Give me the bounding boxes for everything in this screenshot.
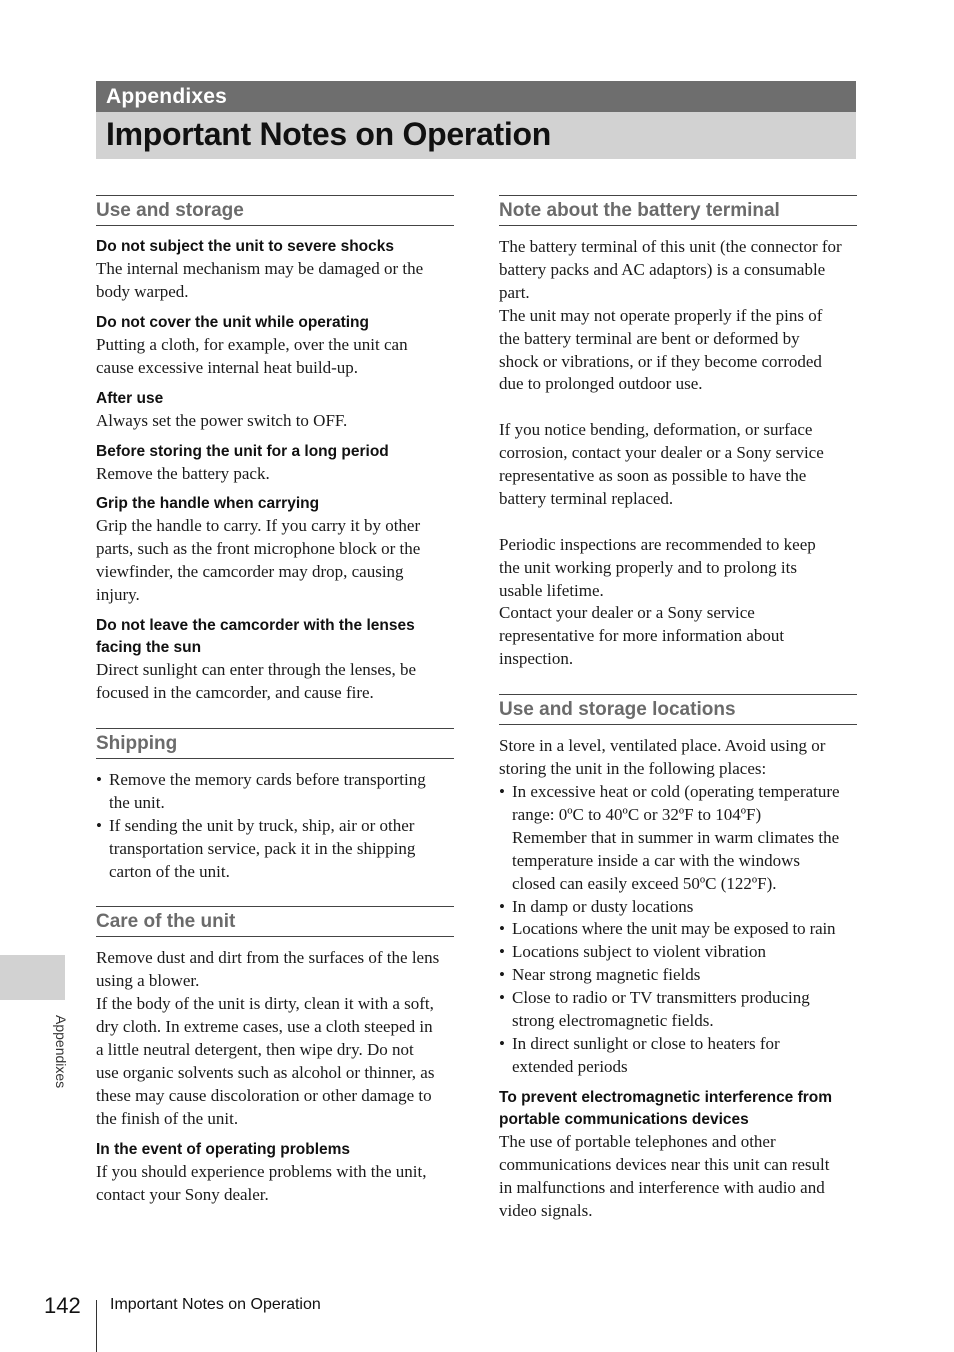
body-line: storing the unit in the following places: xyxy=(499,759,767,779)
list-line: Locations subject to violent vibration xyxy=(512,942,767,962)
list-item xyxy=(499,964,857,987)
chapter-header: Appendixes xyxy=(96,81,856,112)
body-line: representative as soon as possible to have the xyxy=(499,466,807,486)
body-line: The use of portable telephones and other xyxy=(499,1131,776,1151)
list-line: In direct sunlight or close to heaters for xyxy=(512,1033,780,1053)
section-heading-locations: Use and storage locations xyxy=(499,694,857,725)
body-line: representative for more information about xyxy=(499,626,785,646)
body-line: Contact your dealer or a Sony service xyxy=(499,603,755,623)
section-heading-use-storage: Use and storage xyxy=(96,195,454,226)
body-line: a little neutral detergent, then wipe dry. Do not xyxy=(96,1040,414,1060)
body-line: If the body of the unit is dirty, clean it with a soft, xyxy=(96,994,434,1014)
subheading: Before storing the unit for a long period xyxy=(96,442,389,460)
left-column xyxy=(96,195,454,1206)
body-line: Periodic inspections are recommended to keep xyxy=(499,534,816,554)
body-line: video signals. xyxy=(499,1200,593,1220)
body-line: viewfinder, the camcorder may drop, causing xyxy=(96,562,404,582)
list-line: extended periods xyxy=(512,1056,628,1076)
section-heading-shipping: Shipping xyxy=(96,728,454,759)
subheading: In the event of operating problems xyxy=(96,1140,351,1158)
list-line: Locations where the unit may be exposed to rain xyxy=(512,919,836,939)
body-line: contact your Sony dealer. xyxy=(96,1184,269,1204)
body-line: battery packs and AC adaptors) is a consumable xyxy=(499,259,826,279)
page-title: Important Notes on Operation xyxy=(96,112,856,159)
subheading: facing the sun xyxy=(96,639,202,657)
list-line: In damp or dusty locations xyxy=(512,896,694,916)
right-column xyxy=(499,195,857,1222)
body-line: The battery terminal of this unit (the connector for xyxy=(499,237,842,256)
footer-title: Important Notes on Operation xyxy=(110,1296,321,1313)
list-item xyxy=(499,918,857,941)
list-item xyxy=(499,896,857,919)
battery-body xyxy=(499,236,857,671)
list-line: closed can easily exceed 50ºC (122ºF). xyxy=(512,873,777,893)
care-body xyxy=(96,947,454,1130)
item-after-use xyxy=(96,388,454,433)
body-line: part. xyxy=(499,282,530,302)
body-line: Remove dust and dirt from the surfaces of the lens xyxy=(96,948,440,968)
item-long-storage xyxy=(96,441,454,486)
body-line: Grip the handle to carry. If you carry it by other xyxy=(96,516,421,536)
list-line: temperature inside a car with the windows xyxy=(512,850,800,870)
body-line: the unit working properly and to prolong its xyxy=(499,557,797,577)
list-line: In excessive heat or cold (operating temperature xyxy=(512,782,840,801)
body-line: injury. xyxy=(96,585,140,605)
body-line: use organic solvents such as alcohol or thinner, as xyxy=(96,1062,435,1082)
list-line: If sending the unit by truck, ship, air or other xyxy=(109,815,415,835)
body-line: communications devices near this unit can result xyxy=(499,1154,830,1174)
body-line: If you should experience problems with the unit, xyxy=(96,1161,427,1181)
list-item xyxy=(499,941,857,964)
list-item xyxy=(96,815,454,884)
subheading: Do not leave the camcorder with the lenses xyxy=(96,617,415,635)
body-line: in malfunctions and interference with audio and xyxy=(499,1177,825,1197)
shipping-list xyxy=(96,769,454,884)
subheading: Do not cover the unit while operating xyxy=(96,313,369,331)
body-line: parts, such as the front microphone block or the xyxy=(96,539,421,559)
item-operating-problems xyxy=(96,1139,454,1207)
item-cover-unit xyxy=(96,312,454,380)
body-line: usable lifetime. xyxy=(499,580,604,600)
list-line: range: 0ºC to 40ºC or 32ºF to 104ºF) xyxy=(512,804,762,824)
body-line: dry cloth. In extreme cases, use a cloth steeped in xyxy=(96,1017,433,1037)
subheading: portable communications devices xyxy=(499,1110,749,1128)
body-line: inspection. xyxy=(499,649,574,669)
body-line: Always set the power switch to OFF. xyxy=(96,410,348,430)
body-line: The internal mechanism may be damaged or the xyxy=(96,259,424,278)
section-heading-care: Care of the unit xyxy=(96,906,454,937)
body-line: focused in the camcorder, and cause fire. xyxy=(96,682,374,702)
body-line: battery terminal replaced. xyxy=(499,488,674,508)
list-item xyxy=(499,1033,857,1079)
item-severe-shocks xyxy=(96,236,454,304)
body-line: using a blower. xyxy=(96,971,200,991)
subheading: Grip the handle when carrying xyxy=(96,495,320,513)
list-item xyxy=(96,769,454,815)
list-item xyxy=(499,781,857,896)
item-emi xyxy=(499,1087,857,1223)
body-line: Putting a cloth, for example, over the unit can xyxy=(96,334,408,354)
subheading: To prevent electromagnetic interference from xyxy=(499,1088,833,1106)
body-line: corrosion, contact your dealer or a Sony service xyxy=(499,443,824,463)
body-line: Remove the battery pack. xyxy=(96,463,270,483)
list-line: Near strong magnetic fields xyxy=(512,965,701,985)
subheading: After use xyxy=(96,389,164,407)
footer-divider xyxy=(96,1300,97,1352)
body-line: the battery terminal are bent or deformed by xyxy=(499,328,800,348)
side-tab xyxy=(0,955,65,1000)
list-item xyxy=(499,987,857,1033)
item-sun xyxy=(96,615,454,705)
body-line: If you notice bending, deformation, or surface xyxy=(499,420,813,440)
body-line: body warped. xyxy=(96,281,189,301)
body-line: The unit may not operate properly if the pins of xyxy=(499,305,823,325)
item-grip-handle xyxy=(96,493,454,607)
subheading: Do not subject the unit to severe shocks xyxy=(96,238,395,255)
list-line: Remove the memory cards before transporting xyxy=(109,769,426,789)
body-line: these may cause discoloration or other damage to xyxy=(96,1085,432,1105)
list-line: strong electromagnetic fields. xyxy=(512,1011,714,1031)
list-line: the unit. xyxy=(109,792,165,812)
body-line: the finish of the unit. xyxy=(96,1108,239,1128)
side-tab-label: Appendixes xyxy=(53,1015,69,1089)
locations-list xyxy=(499,781,857,1079)
list-line: carton of the unit. xyxy=(109,861,230,881)
body-line: Direct sunlight can enter through the lenses, be xyxy=(96,660,417,680)
body-line: cause excessive internal heat build-up. xyxy=(96,357,358,377)
list-line: transportation service, pack it in the shipping xyxy=(109,838,416,858)
body-line: Store in a level, ventilated place. Avoid using or xyxy=(499,736,826,756)
body-line: shock or vibrations, or if they become corroded xyxy=(499,351,822,371)
section-heading-battery: Note about the battery terminal xyxy=(499,195,857,226)
list-line: Remember that in summer in warm climates the xyxy=(512,827,840,847)
page-number: 142 xyxy=(44,1293,81,1318)
body-line: due to prolonged outdoor use. xyxy=(499,374,703,394)
list-line: Close to radio or TV transmitters producing xyxy=(512,988,810,1008)
